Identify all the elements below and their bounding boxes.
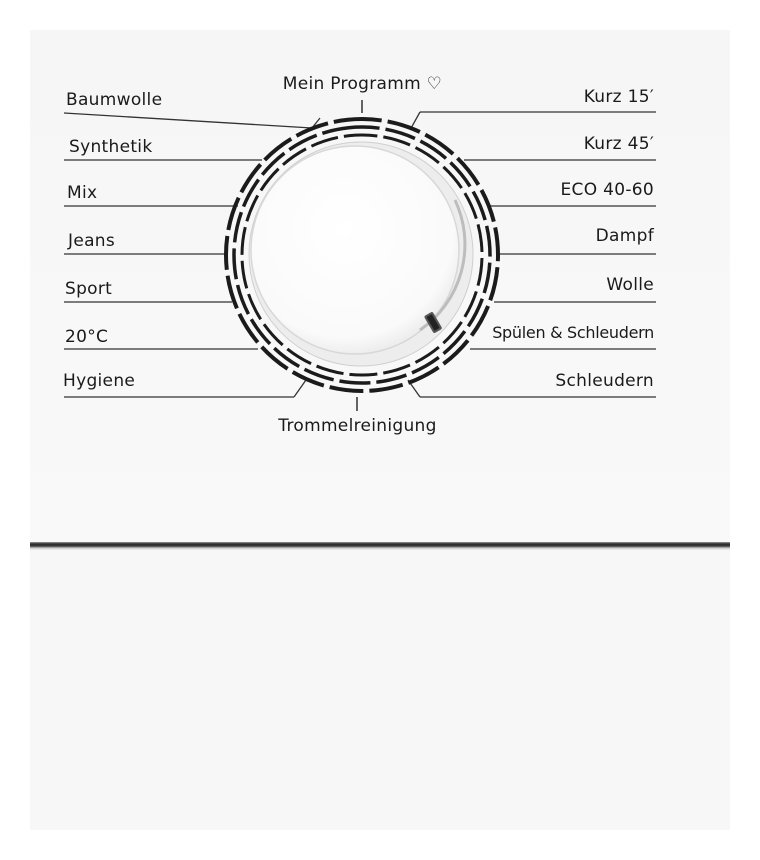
program-label-sport: Sport xyxy=(65,279,113,299)
leader-line xyxy=(294,380,306,397)
program-label-dampf: Dampf xyxy=(595,226,654,246)
program-label-mix: Mix xyxy=(67,183,98,203)
program-label-baumwolle: Baumwolle xyxy=(66,90,163,110)
program-label-jeans: Jeans xyxy=(68,231,116,251)
program-label-mein-programm: Mein Programm ♡ xyxy=(282,74,443,94)
leader-line xyxy=(64,113,312,128)
program-label-eco-40-60: ECO 40-60 xyxy=(560,180,654,200)
program-label-spuelen-schleudern: Spülen & Schleudern xyxy=(492,323,654,342)
program-label-schleudern: Schleudern xyxy=(555,371,654,391)
program-label-kurz-15: Kurz 15′ xyxy=(583,87,654,107)
program-label-20c: 20°C xyxy=(65,327,109,347)
program-label-wolle: Wolle xyxy=(606,275,654,295)
program-label-kurz-45: Kurz 45′ xyxy=(583,134,654,154)
program-label-synthetik: Synthetik xyxy=(69,137,153,157)
program-label-hygiene: Hygiene xyxy=(63,371,136,391)
program-label-trommelreinigung: Trommelreinigung xyxy=(278,416,437,436)
